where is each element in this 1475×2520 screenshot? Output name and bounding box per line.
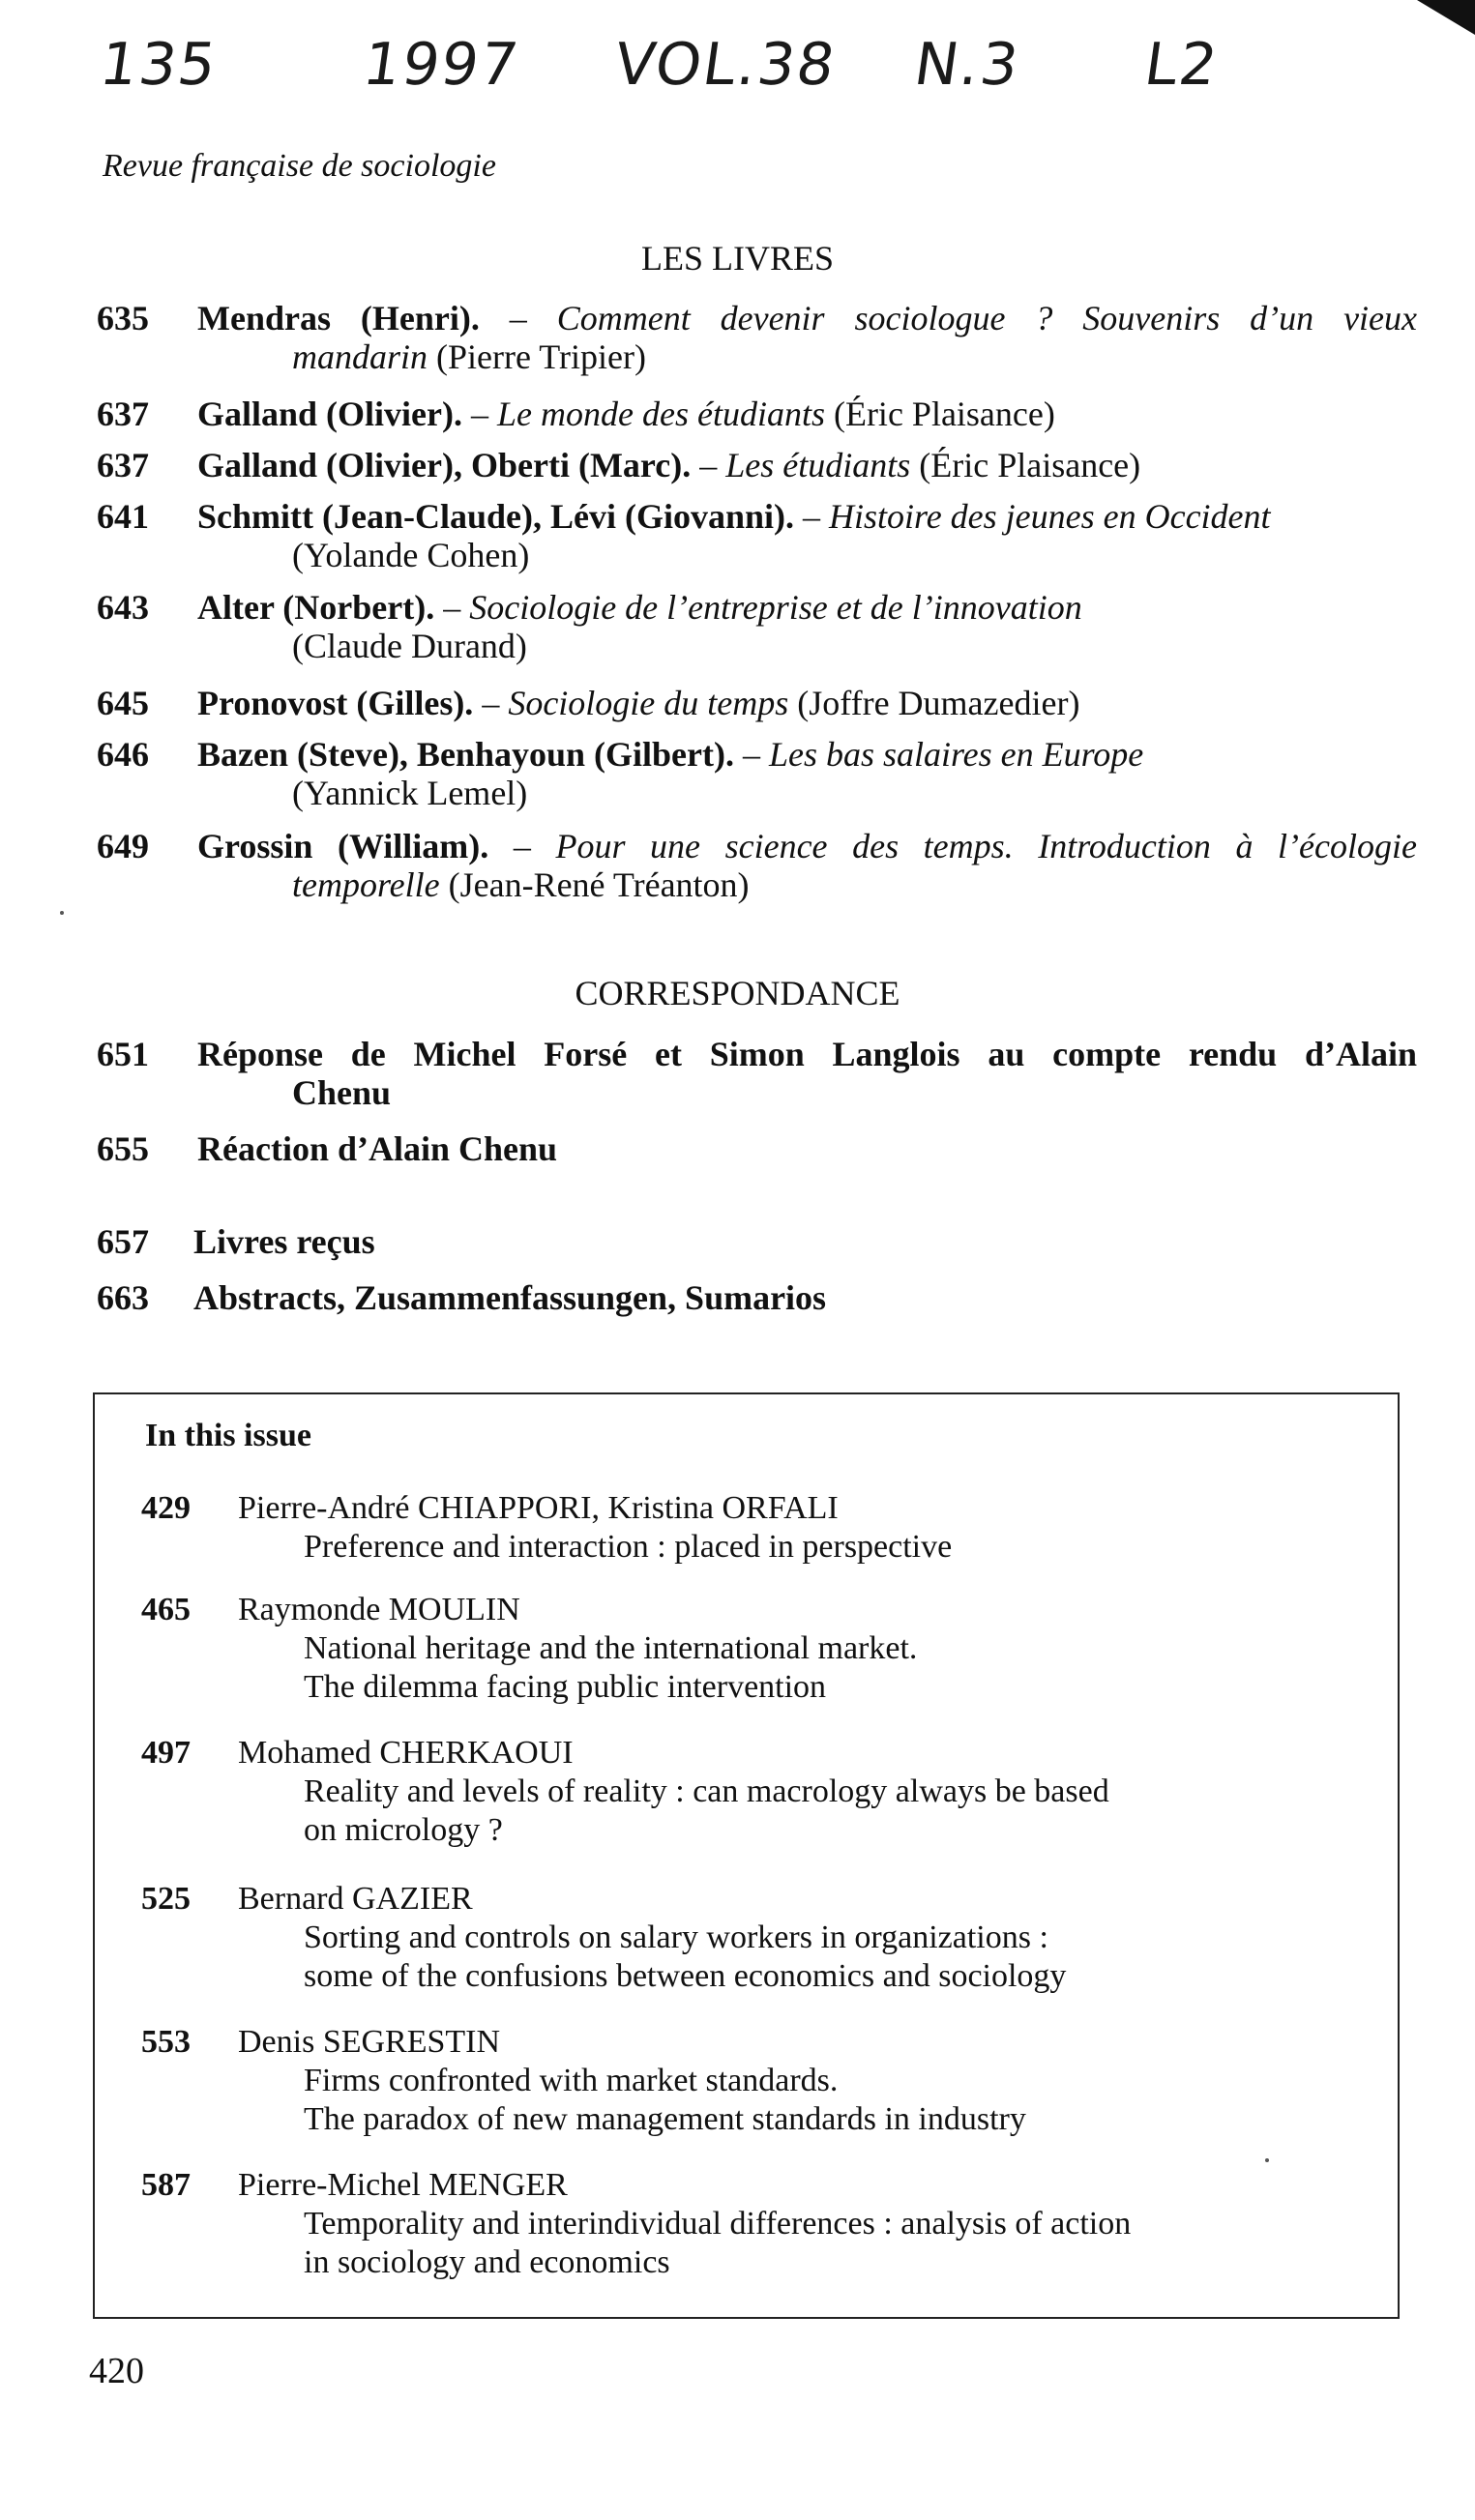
entry-author: Pronovost (Gilles). (197, 684, 474, 722)
correspondance-entry (97, 1035, 1417, 1112)
entry-page: 645 (97, 684, 149, 722)
handwritten-volume: VOL.38 (610, 31, 841, 99)
article-author: Pierre-André CHIAPPORI, Kristina ORFALI (238, 1490, 839, 1526)
book-entry (97, 827, 1417, 904)
entry-page: 641 (97, 497, 149, 536)
article-title-cont: The dilemma facing public intervention (304, 1669, 827, 1705)
entry-reviewer: (Jean-René Tréanton) (439, 865, 750, 904)
entry-title: Sociologie du temps (508, 684, 789, 722)
handwritten-issue: N.3 (910, 31, 1025, 99)
article-title-cont: on micrology ? (304, 1812, 503, 1848)
entry-author: Mendras (Henri). (197, 299, 480, 337)
entry-title: Abstracts, Zusammenfassungen, Sumarios (193, 1278, 827, 1317)
entry-reviewer: (Yannick Lemel) (292, 774, 528, 812)
toc-entry-abstracts (97, 1278, 1417, 1317)
entry-author: Alter (Norbert). (197, 588, 435, 627)
entry-reviewer: (Éric Plaisance) (824, 395, 1055, 433)
issue-article (141, 2023, 1360, 2139)
page-number: 420 (89, 2351, 144, 2391)
entry-page: 663 (97, 1278, 149, 1317)
entry-title-cont: Chenu (292, 1073, 392, 1112)
book-entry (97, 684, 1417, 722)
handwritten-year: 1997 (359, 31, 524, 99)
article-page: 429 (141, 1490, 191, 1526)
entry-title: Le monde des étudiants (497, 395, 825, 433)
entry-reviewer: (Joffre Dumazedier) (788, 684, 1080, 722)
in-this-issue-heading: In this issue (145, 1418, 311, 1453)
book-entry (97, 299, 1417, 376)
article-author: Raymonde MOULIN (238, 1592, 520, 1627)
section-heading-livres: LES LIVRES (640, 239, 834, 278)
entry-reviewer: (Yolande Cohen) (292, 536, 530, 574)
article-author: Mohamed CHERKAOUI (238, 1735, 574, 1771)
entry-title: Pour une science des temps. Introduction à l’écologie (555, 827, 1417, 865)
entry-title: Les étudiants (725, 446, 911, 484)
entry-dash: – (733, 735, 769, 774)
entry-page: 657 (97, 1222, 149, 1261)
entry-title: Livres reçus (193, 1222, 375, 1261)
entry-title-cont: mandarin (292, 337, 428, 376)
book-entry (97, 735, 1417, 812)
issue-article (141, 1880, 1360, 1996)
handwritten-mark: L2 (1140, 31, 1224, 99)
article-page: 587 (141, 2167, 191, 2203)
article-title: Sorting and controls on salary workers in organizations : (304, 1919, 1048, 1955)
entry-author: Bazen (Steve), Benhayoun (Gilbert). (197, 735, 734, 774)
entry-title: Les bas salaires en Europe (768, 735, 1144, 774)
entry-page: 646 (97, 735, 149, 774)
article-title: Temporality and interindividual differences : analysis of action (304, 2206, 1132, 2242)
article-page: 553 (141, 2024, 191, 2060)
entry-page: 649 (97, 827, 149, 865)
entry-author: Schmitt (Jean-Claude), Lévi (Giovanni). (197, 497, 794, 536)
issue-article (141, 1489, 1360, 1567)
entry-page: 635 (97, 299, 149, 337)
entry-page: 655 (97, 1129, 149, 1168)
entry-dash: – (479, 299, 557, 337)
entry-dash: – (794, 497, 829, 536)
entry-author: Grossin (William). (197, 827, 489, 865)
article-page: 497 (141, 1735, 191, 1771)
article-title-cont: The paradox of new management standards in industry (304, 2101, 1026, 2137)
article-page: 525 (141, 1881, 191, 1917)
issue-article (141, 2166, 1360, 2282)
entry-dash: – (691, 446, 726, 484)
entry-dash: – (473, 684, 509, 722)
book-entry (97, 588, 1417, 665)
issue-article (141, 1734, 1360, 1850)
entry-title: Comment devenir sociologue ? Souvenirs d’un vieux (556, 299, 1418, 337)
issue-article (141, 1591, 1360, 1707)
handwritten-number: 135 (96, 31, 222, 99)
entry-title: Réaction d’Alain Chenu (197, 1129, 558, 1168)
entry-reviewer: (Éric Plaisance) (910, 446, 1141, 484)
entry-page: 643 (97, 588, 149, 627)
entry-author: Galland (Olivier). (197, 395, 462, 433)
article-page: 465 (141, 1592, 191, 1627)
article-title-cont: in sociology and economics (304, 2244, 670, 2280)
entry-title: Réponse de Michel Forsé et Simon Langlois au compte rendu d’Alain (197, 1035, 1417, 1073)
article-author: Denis SEGRESTIN (238, 2024, 501, 2060)
book-entry (97, 497, 1417, 574)
article-author: Bernard GAZIER (238, 1881, 473, 1917)
entry-title: Sociologie de l’entreprise et de l’innovation (469, 588, 1082, 627)
entry-dash: – (462, 395, 497, 433)
article-title: Reality and levels of reality : can macrology always be based (304, 1773, 1109, 1809)
entry-reviewer: (Pierre Tripier) (428, 337, 646, 376)
entry-title: Histoire des jeunes en Occident (829, 497, 1271, 536)
journal-title: Revue française de sociologie (103, 148, 496, 184)
entry-reviewer: (Claude Durand) (292, 627, 527, 665)
correspondance-entry (97, 1129, 1417, 1168)
entry-page: 637 (97, 446, 149, 484)
toc-entry-livres-recus (97, 1222, 1417, 1261)
entry-author: Galland (Olivier), Oberti (Marc). (197, 446, 692, 484)
entry-title-cont: temporelle (292, 865, 440, 904)
scan-speck (60, 911, 64, 915)
entry-dash: – (488, 827, 556, 865)
section-heading-correspondance: CORRESPONDANCE (575, 974, 900, 1012)
article-author: Pierre-Michel MENGER (238, 2167, 568, 2203)
entry-page: 637 (97, 395, 149, 433)
entry-page: 651 (97, 1035, 149, 1073)
article-title: National heritage and the international market. (304, 1630, 918, 1666)
scan-corner-mark (1417, 0, 1475, 35)
book-entry (97, 446, 1417, 484)
scan-speck (1265, 2158, 1269, 2162)
article-title-cont: some of the confusions between economics and sociology (304, 1958, 1067, 1994)
book-entry (97, 395, 1417, 433)
article-title: Preference and interaction : placed in perspective (304, 1529, 953, 1565)
entry-dash: – (434, 588, 470, 627)
article-title: Firms confronted with market standards. (304, 2063, 839, 2098)
